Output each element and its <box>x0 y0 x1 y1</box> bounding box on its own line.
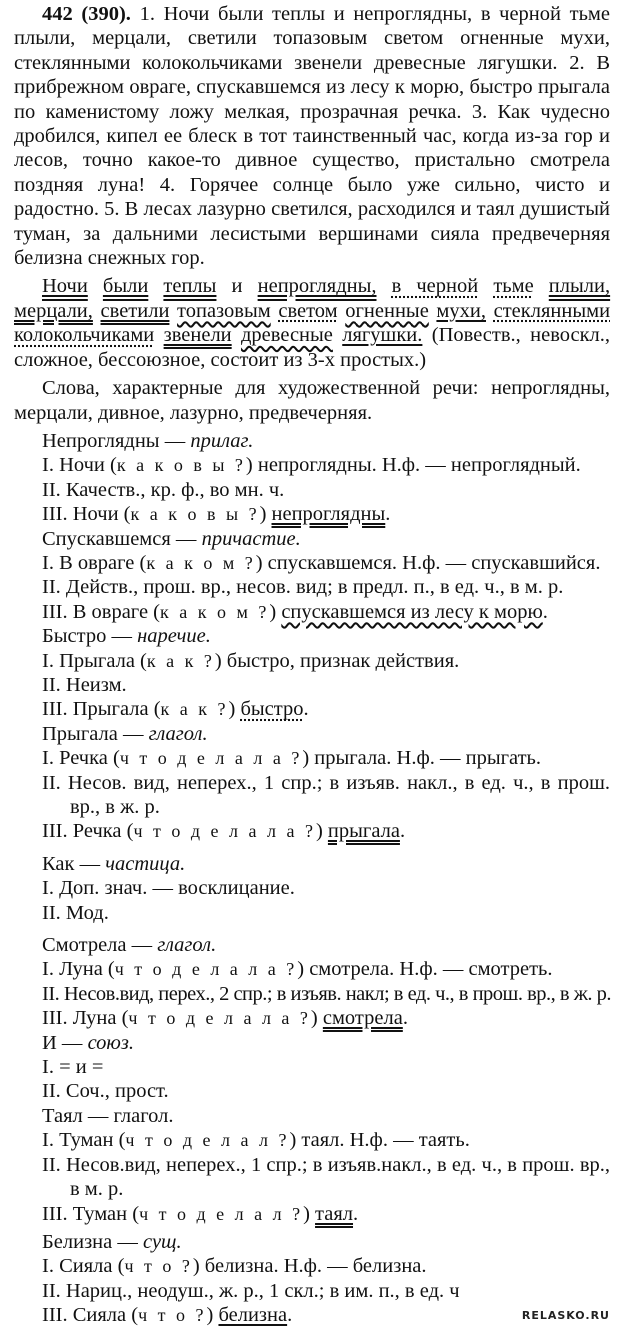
underlined-word: смотрела <box>322 1007 403 1030</box>
line-text: II. Несов.вид, неперех., 1 спр.; в изъяв.накл., в ед. ч., в прош. вр., в м. р. <box>42 1153 610 1201</box>
line-text: III. Ночи ( <box>42 503 131 526</box>
block-pos: наречие. <box>137 625 211 648</box>
line-text: I. = и = <box>42 1056 104 1079</box>
line-text: . <box>542 600 548 623</box>
question: ч т о д е л а л ? <box>139 1203 304 1224</box>
morph-block-kak <box>42 852 610 925</box>
block-head: Смотрела — <box>42 934 158 957</box>
block-head: Непроглядны — <box>42 429 191 452</box>
morph-block-smotrela <box>42 933 610 1031</box>
underlined-word: быстро <box>240 698 304 721</box>
parse-predicate-1c: непроглядны, <box>257 275 377 298</box>
morph-block-i <box>42 1031 610 1104</box>
question: к а к о в ы ? <box>130 504 260 525</box>
underlined-word: белизна <box>218 1304 288 1327</box>
line-text: ) <box>228 698 241 721</box>
line-text: II. Неизм. <box>42 673 127 696</box>
line-text: . <box>385 503 391 526</box>
line-text: I. Ночи ( <box>42 454 117 477</box>
line-text: . <box>353 1202 359 1225</box>
parse-subject-2: мухи, <box>436 299 486 322</box>
exercise-sentences: 1. Ночи были теплы и непроглядны, в черной тьме плыли, мерцали, светили топазовым светом огненные мухи, стеклянными колокольчиками звенели древесные лягушки. 2. В прибрежном овраге, спускавшемся из лесу к морю, быстро прыгала по каменистому ложу мелкая, прозрачная речка. 3. Как чудесно дробился, кипел ее блеск в тот таинственный час, когда из-за гор и лесов, точно какое-то дивное существо, пристально смотрела поздняя луна! 4. Горячее солнце было уже сильно, чисто и радостно. 5. В лесах лазурно светился, расходился и таял душистый туман, за дальними лесистыми вершинами сияла предвечерняя белизна снежных гор. <box>14 3 610 270</box>
parse-attribute-2b: огненные <box>345 299 429 322</box>
block-head: Быстро — <box>42 625 138 648</box>
parse-conj: и <box>231 275 243 298</box>
question: ч т о д е л а л а ? <box>128 1008 311 1029</box>
line-text: I. В овраге ( <box>42 551 147 574</box>
line-text: ) <box>269 600 282 623</box>
parse-attribute-3: древесные <box>241 324 333 347</box>
parse-adverbial-1: в черной <box>391 275 479 298</box>
line-text: ) непроглядны. Н.ф. — непроглядный. <box>245 454 581 477</box>
question: к а к о в ы ? <box>116 455 246 476</box>
line-text: III. В овраге ( <box>42 600 160 623</box>
line-text: III. Прыгала ( <box>42 698 161 721</box>
line-text: ) <box>303 1202 316 1225</box>
parse-attribute-2: топазовым <box>177 299 271 322</box>
exercise-number: 442 (390). <box>42 3 131 25</box>
block-pos: прилаг. <box>190 429 254 452</box>
underlined-word: таял <box>315 1202 354 1225</box>
underlined-word: непроглядны <box>271 503 386 526</box>
line-text: . <box>303 698 309 721</box>
parse-predicate-2b: мерцали, <box>14 299 93 322</box>
line-text: ) <box>206 1304 219 1327</box>
question: к а к ? <box>160 699 229 720</box>
exercise-text <box>14 2 610 270</box>
line-text: I. Сияла ( <box>42 1255 125 1278</box>
line-text: III. Речка ( <box>42 820 134 843</box>
morph-block-bystro <box>42 624 610 722</box>
art-words: Слова, характерные для художественной речи: непроглядны, мерцали, дивное, лазурно, предвечерняя. <box>14 377 610 424</box>
underlined-word: спускавшемся из лесу к морю <box>281 600 543 623</box>
line-text: I. Луна ( <box>42 958 115 981</box>
watermark: RELASKO.RU <box>521 1309 610 1322</box>
question: к а к о м ? <box>146 552 256 573</box>
line-text: . <box>287 1304 293 1327</box>
parse-object-2: светом <box>278 299 338 322</box>
line-text: II. Качеств., кр. ф., во мн. ч. <box>42 478 285 501</box>
morph-analysis <box>42 429 610 1328</box>
line-text: II. Действ., прош. вр., несов. вид; в предл. п., в ед. ч., в м. р. <box>42 576 564 599</box>
parse-adverbial-3b: колокольчиками <box>14 324 155 347</box>
parse-predicate-1a: были <box>102 275 149 298</box>
line-text: II. Мод. <box>42 901 109 924</box>
block-pos: причастие. <box>201 527 301 550</box>
question: к а к о м ? <box>160 601 270 622</box>
block-head: И — <box>42 1031 88 1054</box>
line-text: II. Несов. вид, неперех., 1 спр.; в изъяв. накл., в ед. ч., в прош. вр., в ж. р. <box>42 771 610 818</box>
line-text: II. Нариц., неодуш., ж. р., 1 скл.; в им. п., в ед. ч <box>42 1279 460 1302</box>
line-text: III. Луна ( <box>42 1007 129 1030</box>
line-text: ) быстро, признак действия. <box>214 649 460 672</box>
parse-predicate-2a: плыли, <box>548 275 611 298</box>
line-text: II. Несов.вид, перех., 2 спр.; в изъяв. накл; в ед. ч., в прош. вр., в ж. р. <box>42 982 611 1005</box>
block-pos: частица. <box>105 852 186 875</box>
parse-adverbial-1b: тьме <box>493 275 534 298</box>
block-head: Белизна — <box>42 1230 143 1253</box>
question: ч т о д е л а л а ? <box>133 821 316 842</box>
line-text: I. Прыгала ( <box>42 649 147 672</box>
line-text: ) спускавшемся. Н.ф. — спускавшийся. <box>255 551 601 574</box>
line-text: ) прыгала. Н.ф. — прыгать. <box>302 747 542 770</box>
line-text: . <box>402 1007 408 1030</box>
parse-characteristic: (Повеств., невоскл., сложное, бессоюзное, состоит из 3-х простых.) <box>14 324 611 371</box>
line-text: ) белизна. Н.ф. — белизна. <box>192 1255 427 1278</box>
morph-block-spusk <box>42 527 610 625</box>
line-text: I. Туман ( <box>42 1129 126 1152</box>
line-text: ) <box>310 1007 323 1030</box>
block-pos: глагол. <box>148 722 208 745</box>
parse-subject-3: лягушки. <box>342 324 423 347</box>
line-text: ) таял. Н.ф. — таять. <box>289 1129 470 1152</box>
block-pos: союз. <box>87 1031 134 1054</box>
line-text: III. Сияла ( <box>42 1304 139 1327</box>
question: ч т о д е л а л а ? <box>114 959 298 980</box>
parse-subject-1: Ночи <box>42 275 88 298</box>
block-head: Как — <box>42 852 106 875</box>
line-text: I. Речка ( <box>42 747 120 770</box>
question: ч т о ? <box>138 1305 207 1326</box>
morph-block-tayal <box>42 1104 610 1226</box>
spacer <box>42 844 610 852</box>
parse-adverbial-3: стеклянными <box>493 299 611 322</box>
line-text: III. Туман ( <box>42 1202 140 1225</box>
line-text: I. Доп. знач. — восклицание. <box>42 877 295 900</box>
line-text: ) <box>315 820 328 843</box>
question: ч т о ? <box>124 1256 193 1277</box>
question: ч т о д е л а л а ? <box>119 748 303 769</box>
line-text: ) смотрела. Н.ф. — смотреть. <box>297 958 553 981</box>
line-text: II. Соч., прост. <box>42 1080 169 1103</box>
parse-predicate-2c: светили <box>100 299 170 322</box>
block-head: Спускавшемся — <box>42 527 202 550</box>
block-pos: сущ. <box>143 1230 182 1253</box>
parse-predicate-1b: теплы <box>163 275 217 298</box>
block-head: Таял — глагол. <box>42 1104 174 1127</box>
document-page <box>14 2 610 1328</box>
morph-block-nepr <box>42 429 610 527</box>
spacer <box>42 925 610 933</box>
morph-block-prygala <box>42 722 610 844</box>
question: ч т о д е л а л ? <box>125 1130 290 1151</box>
syntax-parse <box>14 274 610 372</box>
line-text: . <box>399 820 406 843</box>
block-head: Прыгала — <box>42 722 149 745</box>
question: к а к ? <box>146 650 215 671</box>
underlined-word: прыгала <box>327 820 400 843</box>
parse-predicate-3: звенели <box>163 324 232 347</box>
block-pos: глагол. <box>157 934 217 957</box>
line-text: ) <box>259 503 272 526</box>
